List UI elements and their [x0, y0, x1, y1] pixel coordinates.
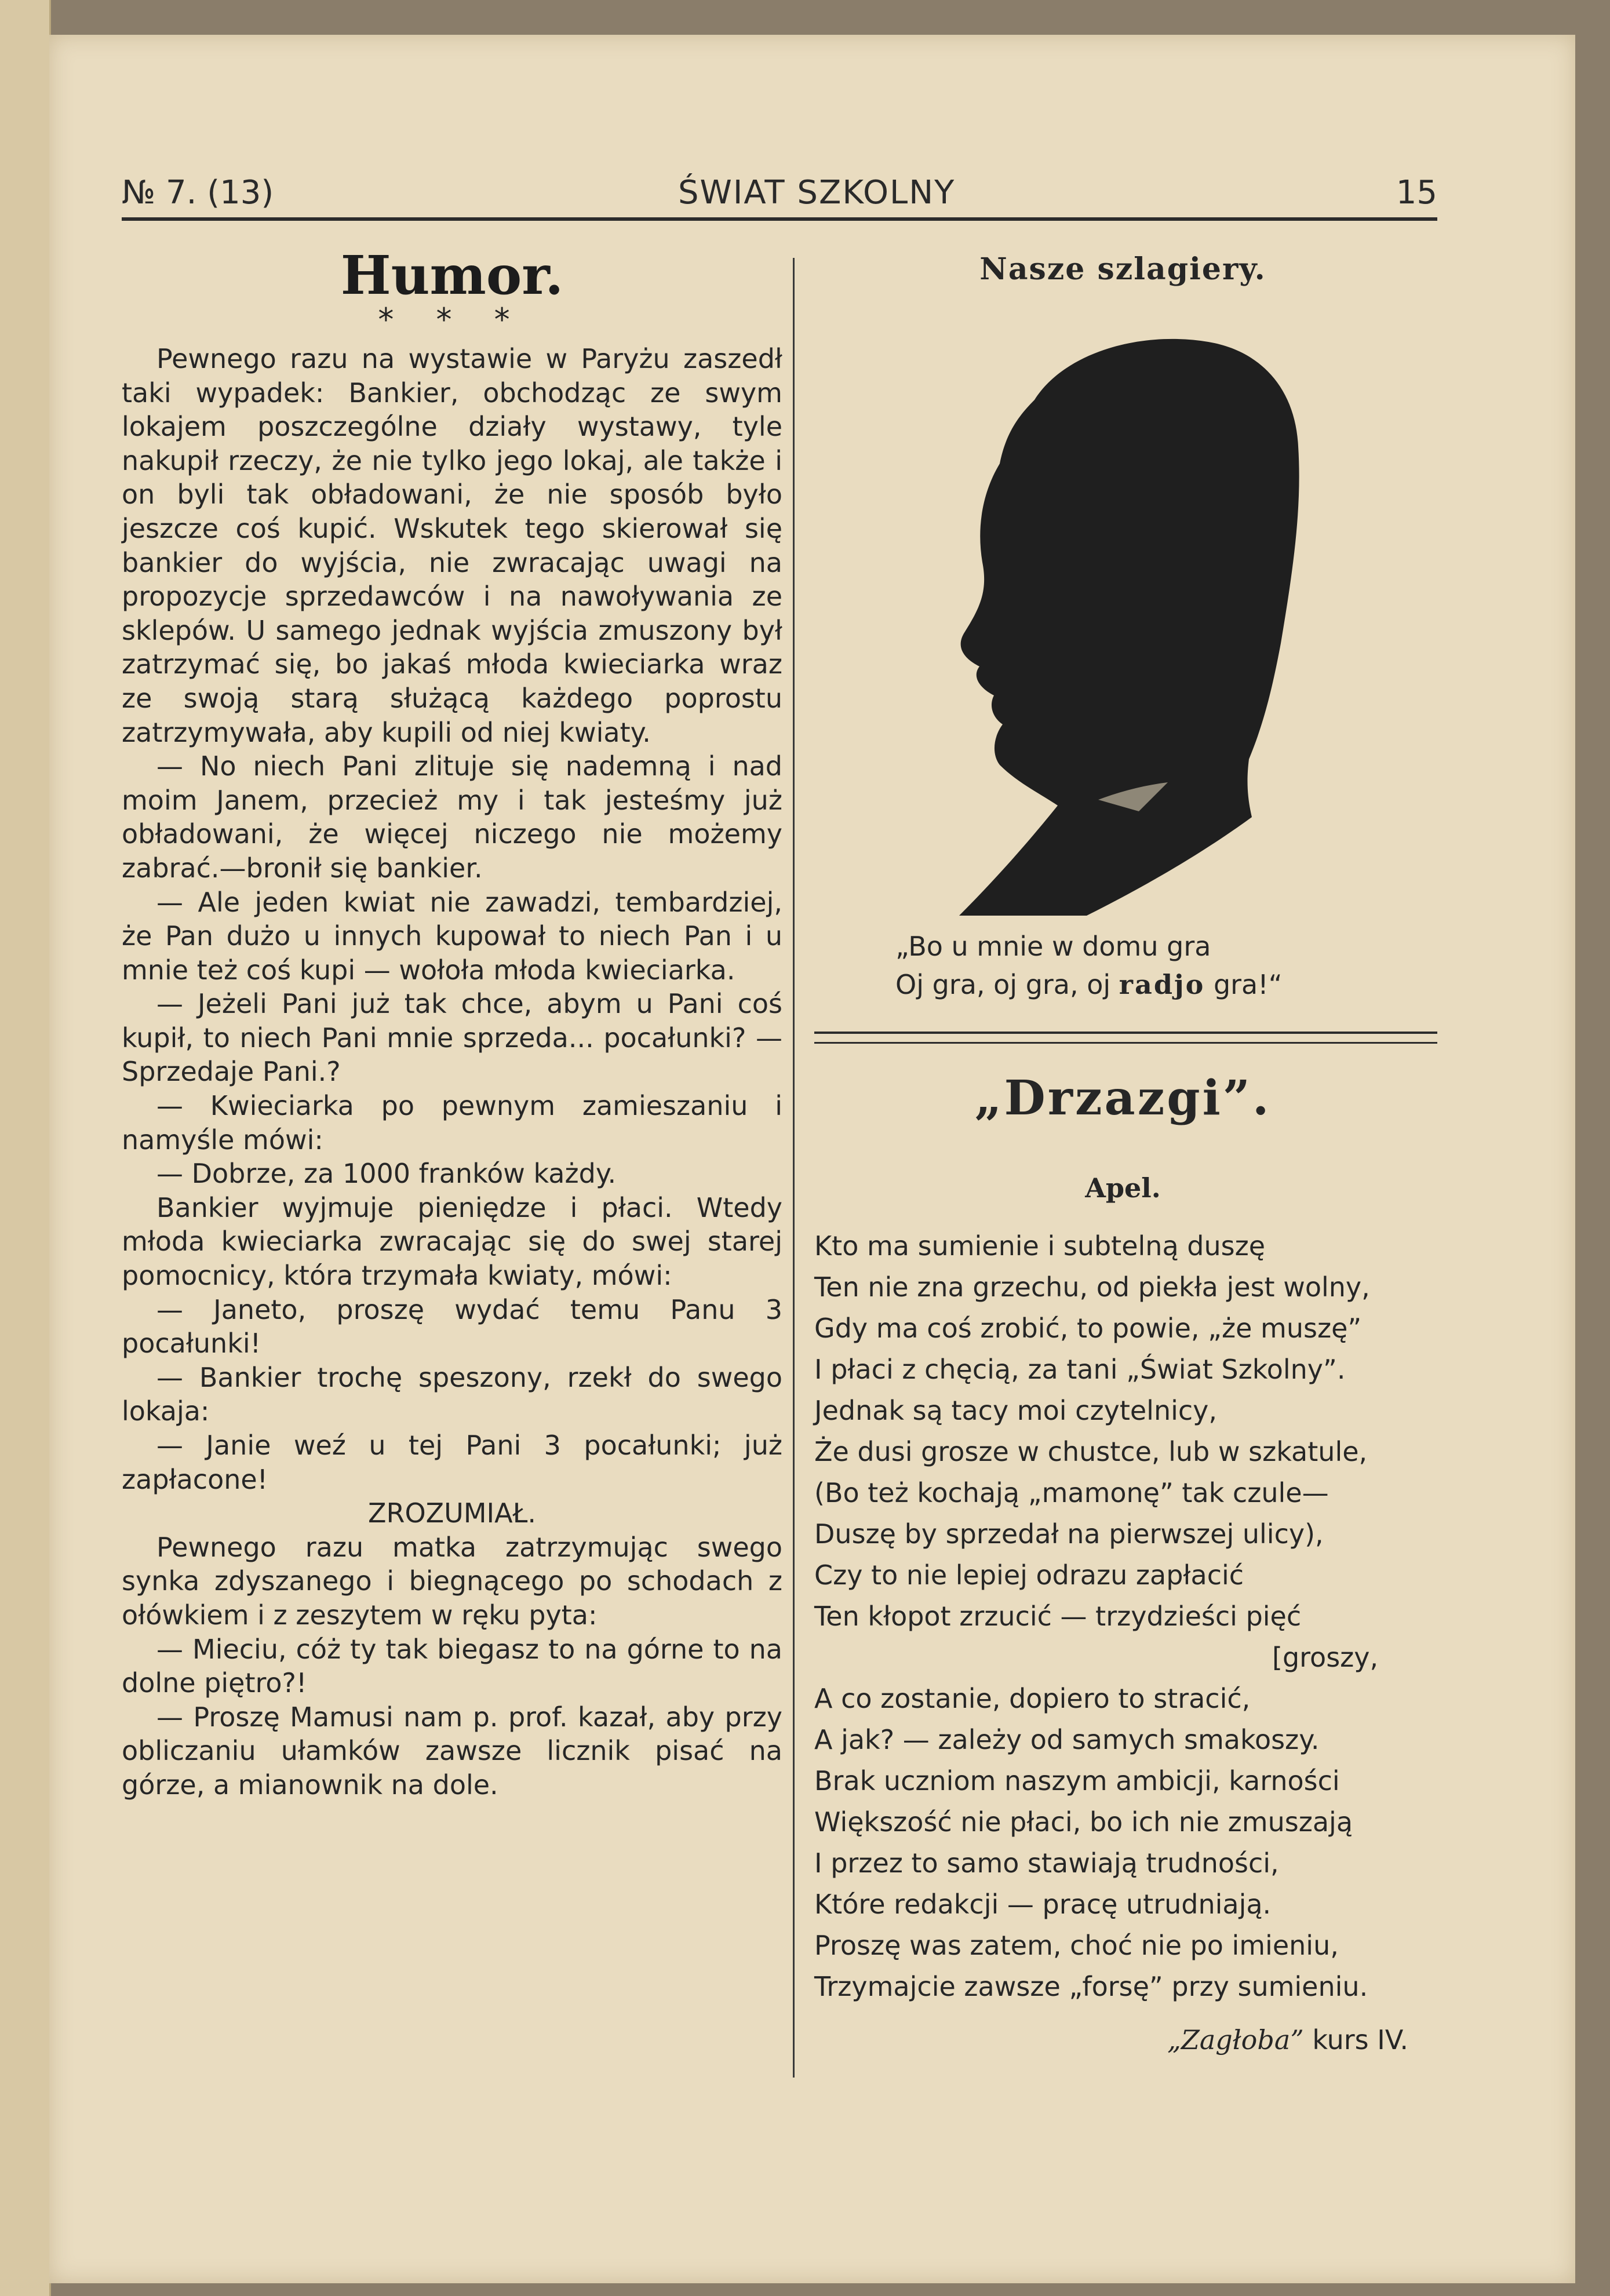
paragraph: — Proszę Mamusi nam p. prof. kazał, aby przy obliczaniu ułamków zawsze licznik pisać na górze, a mianownik na dole. — [122, 1701, 782, 1801]
section-double-rule — [814, 1032, 1437, 1044]
poem-line: Że dusi grosze w chustce, lub w szkatule, — [814, 1436, 1368, 1467]
drzazgi-title: „Drzazgi”. — [974, 1070, 1272, 1126]
signature-course: kurs IV. — [1303, 2024, 1408, 2056]
paragraph: — No niech Pani zlituje się nademną i nad moim Janem, przecież my i tak jesteśmy już obładowani, że więcej niczego nie możemy zabrać.—bronił się bankier. — [122, 750, 782, 884]
signature-name: „Zagłoba” — [1167, 2024, 1304, 2056]
poem-line: Gdy ma coś zrobić, to powie, „że muszę” — [814, 1313, 1362, 1344]
paragraph: — Kwieciarka po pewnym zamieszaniu i namyśle mówi: — [122, 1090, 782, 1156]
binding-strip — [0, 0, 51, 2296]
caption-line-1: „Bo u mnie w domu gra — [895, 931, 1211, 962]
poem-line: Czy to nie lepiej odrazu zapłacić — [814, 1559, 1244, 1591]
poem-line: Trzymajcie zawsze „forsę” przy sumieniu. — [814, 1971, 1368, 2002]
poem-line: Ten kłopot zrzucić — trzydzieści pięć — [814, 1601, 1302, 1632]
poem-line: Brak uczniom naszym ambicji, karności — [814, 1765, 1340, 1796]
poem-line: Ten nie zna grzechu, od piekła jest wolny, — [814, 1271, 1370, 1303]
szlagiery-title: Nasze szlagiery. — [979, 252, 1266, 287]
poem-line: Które redakcji — pracę utrudniają. — [814, 1889, 1272, 1920]
caption-line-2 — [895, 965, 1417, 1004]
poem-line: Większość nie płaci, bo ich nie zmuszają — [814, 1806, 1353, 1838]
caption-line-2-start: Oj gra, oj gra, oj — [895, 969, 1119, 1000]
paragraph: — Bankier trochę speszony, rzekł do swego lokaja: — [122, 1361, 782, 1427]
poem-line-continuation: [groszy, — [1272, 1642, 1379, 1673]
poem-line: Proszę was zatem, choć nie po imieniu, — [814, 1930, 1339, 1961]
paragraph: — Ale jeden kwiat nie zawadzi, tembardziej, że Pan dużo u innych kupował to niech Pan i u mnie też coś kupi — wołoła młoda kwieciarka. — [122, 886, 782, 986]
poem-line: I przez to samo stawiają trudności, — [814, 1847, 1279, 1879]
running-header — [122, 174, 1437, 214]
paragraph: Bankier wyjmuje pieniędze i płaci. Wtedy młoda kwieciarka zwracając się do swej starej pomocnicy, która trzymała kwiaty, mówi: — [122, 1191, 782, 1292]
humor-text — [122, 342, 782, 1802]
poem-line: (Bo też kochają „mamonę” tak czule— — [814, 1477, 1329, 1508]
humor-column — [122, 243, 782, 2086]
header-rule — [122, 217, 1437, 221]
zrozumial-heading: ZROZUMIAŁ. — [367, 1497, 537, 1529]
section-stars: * * * — [378, 301, 526, 338]
column-divider — [793, 258, 795, 2078]
poem-line: A co zostanie, dopiero to stracić, — [814, 1683, 1251, 1714]
apel-poem — [814, 1226, 1437, 2007]
szlagiery-caption — [895, 927, 1417, 1004]
poem-line: Jednak są tacy moi czytelnicy, — [814, 1395, 1218, 1426]
caption-radjo: radjo — [1119, 969, 1205, 1000]
humor-title: Humor. — [340, 244, 564, 307]
paragraph: — Dobrze, za 1000 franków każdy. — [156, 1158, 617, 1190]
poem-line: I płaci z chęcią, za tani „Świat Szkolny”. — [814, 1354, 1346, 1385]
paragraph: Pewnego razu matka zatrzymując swego synka zdyszanego i biegnącego po schodach z ołówkiem i z zeszytem w ręku pyta: — [122, 1531, 782, 1631]
poem-line: A jak? — zależy od samych smakoszy. — [814, 1724, 1320, 1755]
paragraph: — Mieciu, cóż ty tak biegasz to na górne to na dolne piętro?! — [122, 1633, 782, 1699]
right-column — [808, 243, 1437, 2086]
caption-line-2-end: gra!“ — [1205, 969, 1283, 1000]
journal-title: ŚWIAT SZKOLNY — [678, 174, 956, 212]
poem-line: Duszę by sprzedał na pierwszej ulicy), — [814, 1518, 1324, 1550]
poem-signature — [808, 2022, 1408, 2057]
paragraph: — Jeżeli Pani już tak chce, abym u Pani coś kupił, to niech Pani mnie sprzeda... pocałunki? — Sprzedaje Pani.? — [122, 988, 782, 1088]
issue-number: № 7. (13) — [122, 174, 274, 212]
page-number: 15 — [1396, 174, 1437, 212]
paragraph: Pewnego razu na wystawie w Paryżu zaszedł taki wypadek: Bankier, obchodząc ze swym lokajem poszczególne działy wystawy, tyle nakupił rzeczy, że nie tylko jego lokaj, ale także i on byli tak obładowani, że nie sposób było jeszcze coś kupić. Wskutek tego skierował się bankier do wyjścia, nie zwracając uwagi na propozycje sprzedawców i na nawoływania ze sklepów. U samego jednak wyjścia zmuszony był zatrzymać się, bo jakaś młoda kwieciarka wraz ze swoją starą służącą każdego poprostu zatrzymywała, aby kupili od niej kwiaty. — [122, 343, 782, 748]
paragraph: — Janie weź u tej Pani 3 pocałunki; już zapłacone! — [122, 1430, 782, 1495]
silhouette-portrait — [948, 319, 1307, 916]
silhouette-head — [959, 339, 1299, 916]
apel-title: Apel. — [1085, 1172, 1161, 1204]
poem-line: Kto ma sumienie i subtelną duszę — [814, 1230, 1266, 1262]
paragraph: — Janeto, proszę wydać temu Panu 3 pocałunki! — [122, 1293, 782, 1360]
